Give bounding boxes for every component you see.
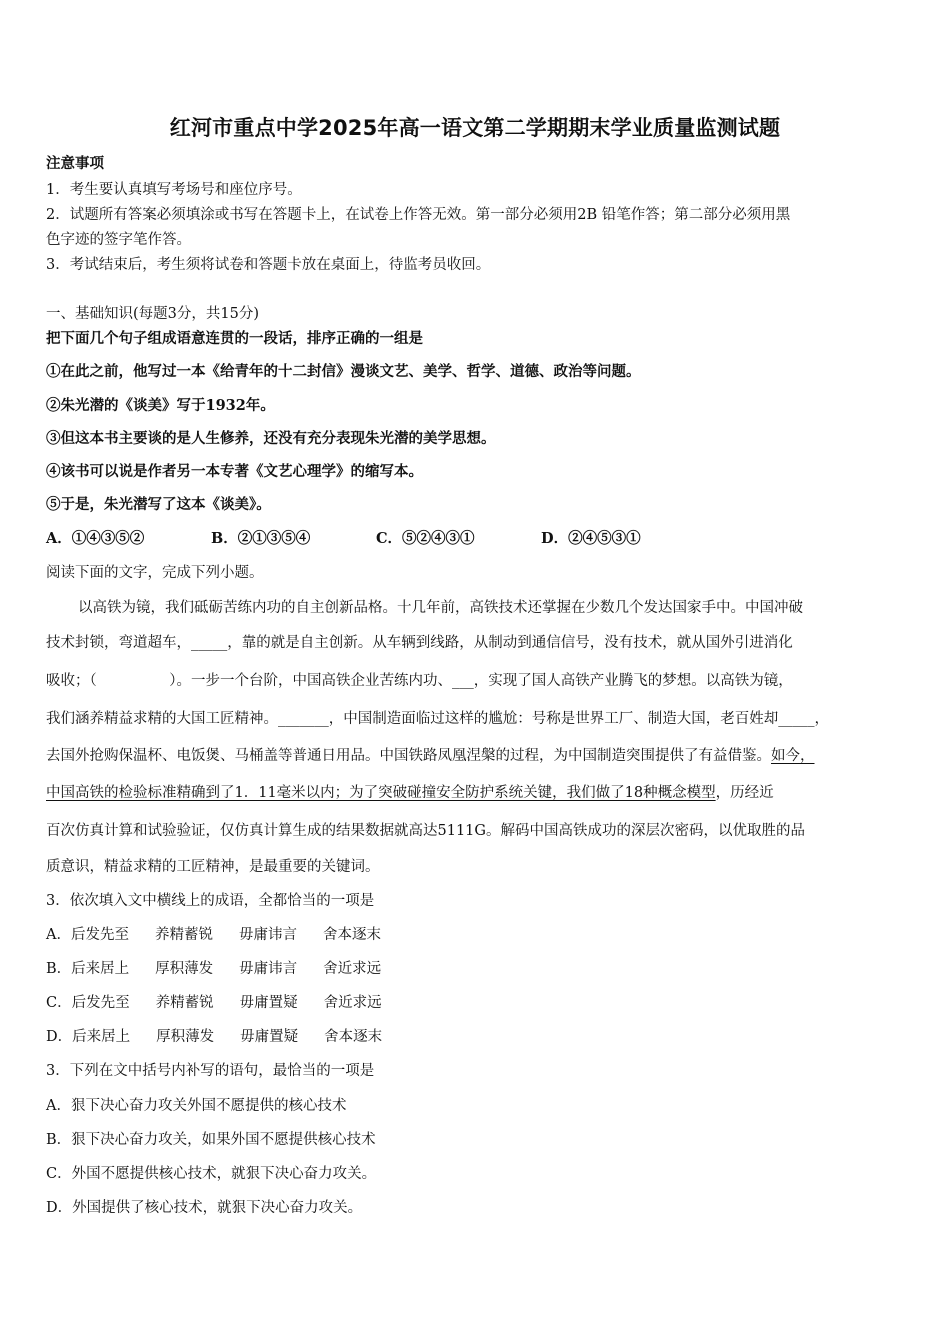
choice-row[interactable]: [46, 957, 381, 978]
page-title: 红河市重点中学2025年高一语文第二学期期末学业质量监测试题: [169, 116, 781, 140]
answer-options: [46, 527, 706, 548]
choice-word: 厚积薄发: [156, 1029, 215, 1045]
notice-heading: 注意事项: [46, 155, 104, 172]
choice-word: 毋庸置疑: [240, 1029, 299, 1045]
passage-line: [46, 781, 906, 802]
choice-row[interactable]: [46, 923, 381, 944]
notice-item: 2．试题所有答案必须填涂或书写在答题卡上，在试卷上作答无效。第一部分必须用2B 铅笔作答；第二部分必须用黑: [46, 207, 791, 223]
sentence-1: ①在此之前，他写过一本《给青年的十二封信》漫谈文艺、美学、哲学、道德、政治等问题。: [46, 363, 641, 380]
choice-word: 舍近求远: [323, 961, 382, 977]
sentence-2: ②朱光潜的《谈美》写于1932年。: [46, 397, 275, 414]
passage-line: 吸收；（ ）。一步一个台阶，中国高铁企业苦练内功、___，实现了国人高铁产业腾飞的梦想。以高铁为镜，: [46, 673, 793, 689]
choice-word: 后发先至: [70, 927, 129, 943]
option-d[interactable]: D．②④⑤③①: [541, 530, 641, 547]
question-stem: 把下面几个句子组成语意连贯的一段话，排序正确的一组是: [46, 330, 423, 347]
choice-word: 舍近求远: [323, 995, 382, 1011]
reading-instruction: 阅读下面的文字，完成下列小题。: [46, 565, 264, 581]
sentence-3: ③但这本书主要谈的是人生修养，还没有充分表现朱光潜的美学思想。: [46, 430, 496, 447]
option-b[interactable]: B．②①③⑤④: [211, 530, 311, 547]
notice-item: 色字迹的签字笔作答。: [46, 232, 191, 248]
choice-letter: C．: [46, 995, 72, 1011]
option-a[interactable]: A．①④③⑤②: [46, 530, 145, 547]
notice-item: 1．考生要认真填写考场号和座位序号。: [46, 182, 302, 198]
choice-word: 养精蓄锐: [155, 995, 214, 1011]
passage-text: 去国外抢购保温杯、电饭煲、马桶盖等普通日用品。中国铁路凤凰涅槃的过程，为中国制造突围提供了有益借鉴。: [46, 748, 771, 764]
choice-letter: D．: [46, 1029, 73, 1045]
choice-row[interactable]: [46, 991, 382, 1012]
notice-item: 3．考试结束后，考生须将试卷和答题卡放在桌面上，待监考员收回。: [46, 257, 491, 273]
choice-row[interactable]: C．外国不愿提供核心技术，就狠下决心奋力攻关。: [46, 1166, 377, 1182]
choice-word: 后来居上: [71, 961, 130, 977]
choice-row[interactable]: [46, 1025, 382, 1046]
choice-row[interactable]: D．外国提供了核心技术，就狠下决心奋力攻关。: [46, 1200, 363, 1216]
choice-word: 毋庸置疑: [239, 995, 298, 1011]
choice-word: 毋庸讳言: [238, 927, 297, 943]
question-stem: 3．依次填入文中横线上的成语，全都恰当的一项是: [46, 893, 375, 909]
underlined-text: 如今，: [771, 748, 815, 764]
sentence-5: ⑤于是，朱光潜写了这本《谈美》。: [46, 496, 271, 513]
choice-word: 后来居上: [72, 1029, 131, 1045]
choice-word: 养精蓄锐: [154, 927, 213, 943]
question-stem: 3．下列在文中括号内补写的语句，最恰当的一项是: [46, 1063, 375, 1079]
passage-line: 以高铁为镜，我们砥砺苦练内功的自主创新品格。十几年前，高铁技术还掌握在少数几个发达国家手中。中国冲破: [78, 600, 803, 616]
passage-line: 质意识，精益求精的工匠精神，是最重要的关键词。: [46, 859, 380, 875]
passage-text: ，历经近: [715, 785, 774, 801]
underlined-text: 中国高铁的检验标准精确到了1．11毫米以内；为了突破碰撞安全防护系统关键，我们做了18种概念模型: [46, 785, 716, 801]
choice-word: 后发先至: [71, 995, 130, 1011]
choice-letter: B．: [46, 961, 72, 977]
option-c[interactable]: C．⑤②④③①: [376, 530, 475, 547]
passage-line: 我们涵养精益求精的大国工匠精神。_______，中国制造面临过这样的尴尬：号称是世界工厂、制造大国，老百姓却_____，: [46, 711, 829, 727]
choice-word: 毋庸讳言: [239, 961, 298, 977]
choice-row[interactable]: B．狠下决心奋力攻关，如果外国不愿提供核心技术: [46, 1132, 376, 1148]
choice-word: 厚积薄发: [155, 961, 214, 977]
choice-row[interactable]: A．狠下决心奋力攻关外国不愿提供的核心技术: [46, 1098, 347, 1114]
passage-line: [46, 744, 906, 765]
choice-letter: A．: [46, 927, 71, 943]
section-heading: 一、基础知识(每题3分，共15分): [46, 306, 259, 322]
choice-word: 舍本逐末: [324, 1029, 383, 1045]
passage-line: 百次仿真计算和试验验证，仅仿真计算生成的结果数据就高达5111G。解码中国高铁成功的深层次密码，以优取胜的品: [46, 823, 805, 839]
passage-line: 技术封锁，弯道超车，_____，靠的就是自主创新。从车辆到线路，从制动到通信信号，没有技术，就从国外引进消化: [46, 635, 793, 651]
sentence-4: ④该书可以说是作者另一本专著《文艺心理学》的缩写本。: [46, 463, 423, 480]
choice-word: 舍本逐末: [322, 927, 381, 943]
